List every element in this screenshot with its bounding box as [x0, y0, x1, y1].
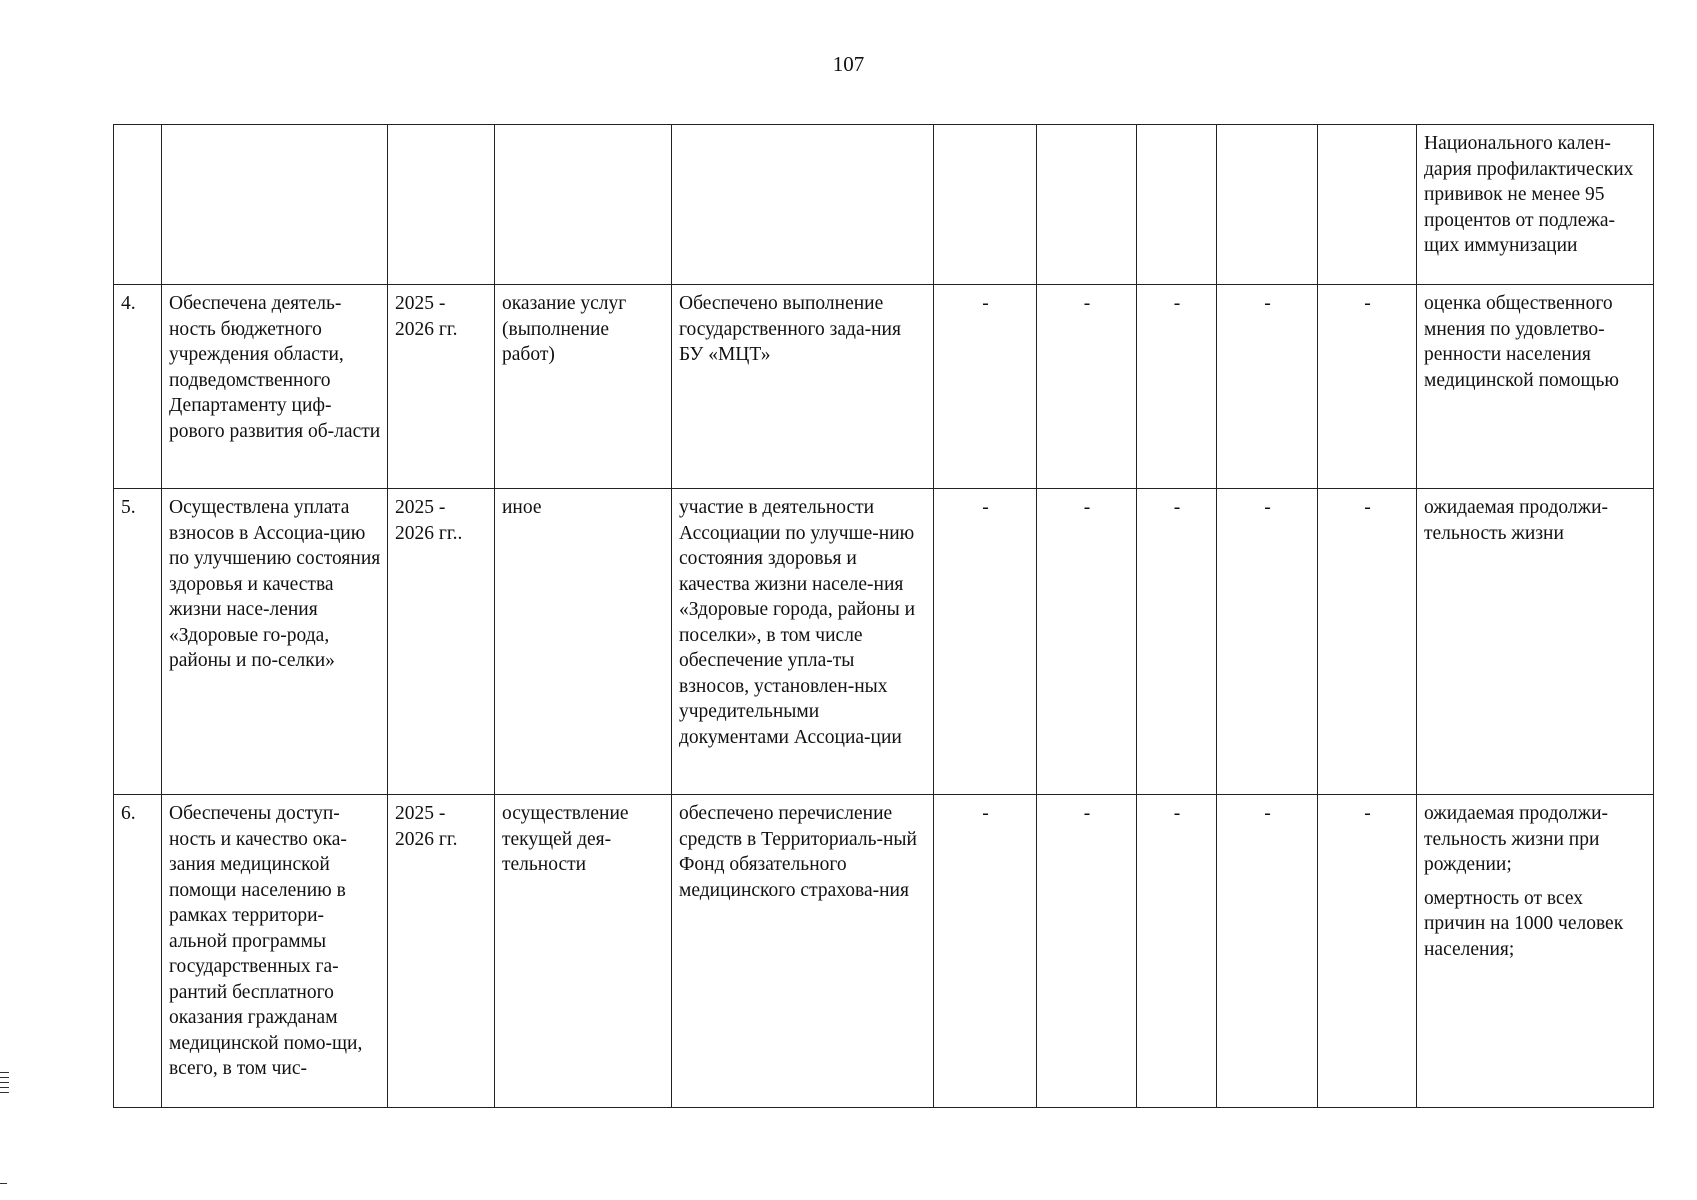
value-cell: -	[1137, 489, 1217, 795]
description-cell: участие в деятельности Ассоциации по улучше-нию состояния здоровья и качества жизни населе-ния «Здоровые города, районы и поселки», в том числе обеспечение упла-ты взносов, установлен-ных учредительными документами Ассоциа-ции	[672, 489, 934, 795]
value-cell: -	[1137, 285, 1217, 489]
value-cell: -	[1318, 489, 1417, 795]
indicator-cell: ожидаемая продолжи-тельность жизни	[1417, 489, 1654, 795]
period-cell: 2025 - 2026 гг.	[388, 285, 495, 489]
cell-empty	[495, 125, 672, 285]
page-number: 107	[832, 52, 865, 76]
table-row	[114, 285, 1654, 489]
value-cell: -	[1137, 795, 1217, 1108]
period-cell: 2025 - 2026 гг.	[388, 795, 495, 1108]
indicator-cell	[1417, 795, 1654, 1108]
cell-empty	[1137, 125, 1217, 285]
task-cell: Осуществлена уплата взносов в Ассоциа-цию по улучшению состояния здоровья и качества жизни насе-ления «Здоровые го-рода, районы и по-селки»	[162, 489, 388, 795]
description-cell: обеспечено перечисление средств в Территориаль-ный Фонд обязательного медицинского страхова-ния	[672, 795, 934, 1108]
indicator-cell: оценка общественного мнения по удовлетво-ренности населения медицинской помощью	[1417, 285, 1654, 489]
value-cell: -	[1217, 285, 1318, 489]
cell-empty	[934, 125, 1037, 285]
value-cell: -	[1217, 489, 1318, 795]
indicator-item: ожидаемая продолжи-тельность жизни при рождении;	[1424, 803, 1609, 875]
value-cell: -	[934, 285, 1037, 489]
scan-edge-dash	[0, 1183, 7, 1184]
value-cell: -	[1037, 795, 1137, 1108]
table-row	[114, 489, 1654, 795]
task-cell: Обеспечена деятель-ность бюджетного учреждения области, подведомственного Департаменту циф-рового развития об-ласти	[162, 285, 388, 489]
row-number: 4.	[114, 285, 162, 489]
cell-empty	[114, 125, 162, 285]
cell-empty	[672, 125, 934, 285]
task-cell: Обеспечены доступ-ность и качество ока-зания медицинской помощи населению в рамках территори-альной программы государственных га-рантий бесплатного оказания гражданам медицинской помо-щи, всего, в том чис-	[162, 795, 388, 1108]
cell-empty	[1318, 125, 1417, 285]
cell-empty	[162, 125, 388, 285]
value-cell: -	[1217, 795, 1318, 1108]
value-cell: -	[1318, 285, 1417, 489]
cell-empty	[1037, 125, 1137, 285]
measures-table	[113, 124, 1654, 1108]
value-cell: -	[1318, 795, 1417, 1108]
table-row	[114, 795, 1654, 1108]
description-cell: Обеспечено выполнение государственного зада-ния БУ «МЦТ»	[672, 285, 934, 489]
cell-empty	[388, 125, 495, 285]
cell-empty	[1217, 125, 1318, 285]
period-cell: 2025 - 2026 гг..	[388, 489, 495, 795]
value-cell: -	[1037, 285, 1137, 489]
scan-edge-marks	[0, 1072, 10, 1097]
type-cell: оказание услуг (выполнение работ)	[495, 285, 672, 489]
indicator-cell: Национального кален-дария профилактических прививок не менее 95 процентов от подлежа-щих иммунизации	[1417, 125, 1654, 285]
row-number: 6.	[114, 795, 162, 1108]
type-cell: иное	[495, 489, 672, 795]
indicator-item: омертность от всех причин на 1000 человек населения;	[1424, 887, 1624, 960]
table-row-continuation	[114, 125, 1654, 285]
type-cell: осуществление текущей дея-тельности	[495, 795, 672, 1108]
row-number: 5.	[114, 489, 162, 795]
value-cell: -	[934, 795, 1037, 1108]
value-cell: -	[934, 489, 1037, 795]
value-cell: -	[1037, 489, 1137, 795]
